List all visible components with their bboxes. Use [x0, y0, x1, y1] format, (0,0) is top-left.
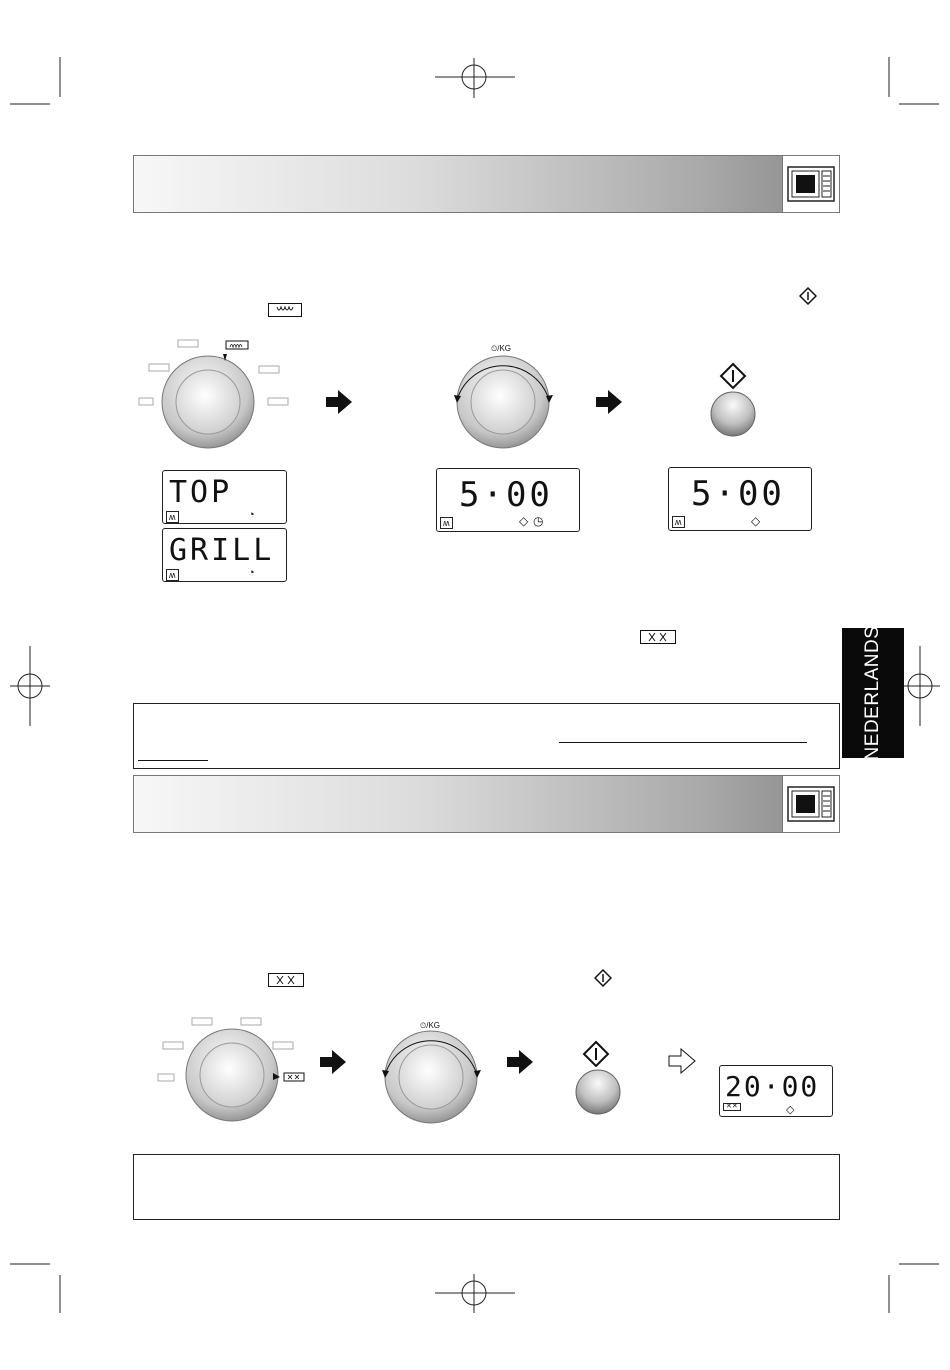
arrow-right-icon [596, 390, 622, 414]
note-box-2 [133, 1154, 840, 1220]
grill-icon: ʍ [672, 516, 685, 528]
time-weight-dial[interactable] [445, 340, 565, 450]
start-button[interactable] [570, 1040, 626, 1116]
microwave-oven-icon [782, 776, 839, 832]
start-icon [594, 969, 612, 992]
display-grill: GRILL ʍ ◔ [162, 528, 287, 582]
arrow-right-outline-icon [668, 1048, 696, 1074]
arrow-right-icon [320, 1050, 346, 1074]
microwave-oven-icon [782, 156, 839, 212]
note-box-1 [133, 703, 840, 769]
language-tab: NEDERLANDS [842, 628, 904, 758]
start-icon: ◇ [751, 514, 761, 528]
grill-icon [268, 303, 302, 322]
start-icon: ◇ [519, 514, 529, 528]
mode-selector-dial[interactable] [135, 330, 295, 450]
start-icon [799, 287, 817, 310]
start-button[interactable] [705, 362, 761, 438]
time-weight-dial[interactable] [373, 1015, 493, 1125]
display-time-setting: 5·00 ʍ ◇ ◷ [436, 468, 580, 532]
underline-rule [138, 760, 208, 761]
grill-icon: ʍ [166, 511, 179, 523]
grill-icon: ʍ [166, 569, 179, 581]
convection-icon [268, 973, 304, 992]
clock-icon: ◔ [248, 509, 255, 521]
underline-rule [559, 742, 807, 743]
clock-icon: ◷ [533, 514, 544, 528]
display-time-running: 20·00 ✕✕ ◇ [719, 1065, 833, 1117]
section2-header-bar [133, 775, 840, 833]
convection-icon [640, 630, 676, 649]
arrow-right-icon [326, 390, 352, 414]
clock-icon: ◔ [248, 567, 255, 579]
display-top: TOP ʍ ◔ [162, 470, 287, 524]
grill-icon: ʍ [440, 517, 453, 529]
dial-label-2: ⏲/KG [420, 1021, 441, 1030]
section1-header-bar [133, 155, 840, 213]
dial-label-1: ⏲/KG [491, 344, 512, 353]
display-time-running: 5·00 ʍ ◇ [668, 467, 812, 531]
arrow-right-icon [507, 1050, 533, 1074]
convection-icon: ✕✕ [723, 1103, 741, 1111]
mode-selector-dial[interactable] [155, 1010, 315, 1125]
start-icon: ◇ [786, 1104, 795, 1116]
